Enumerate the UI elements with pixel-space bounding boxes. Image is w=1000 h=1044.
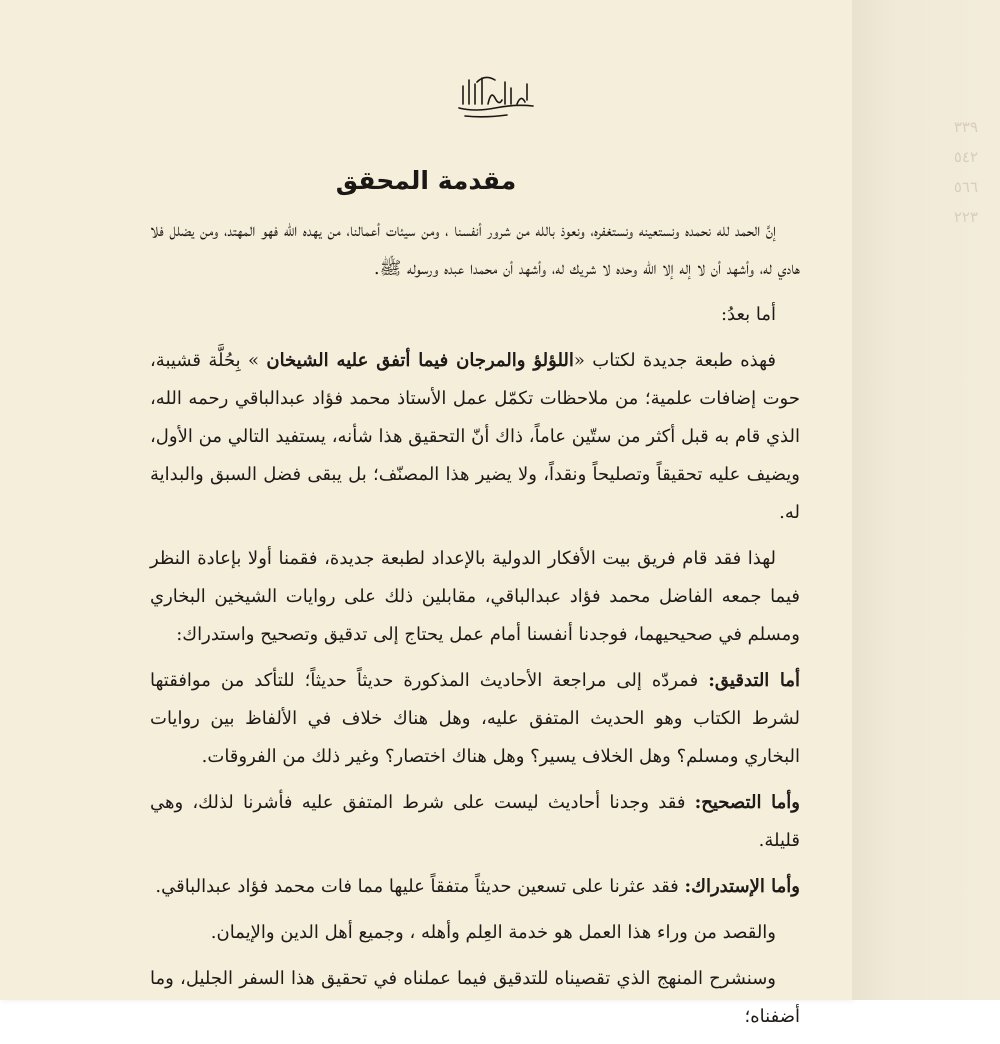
- paragraph-new-edition: [150, 342, 800, 532]
- text-segment: فقد وجدنا أحاديث ليست على شرط المتفق عليه فأشرنا لذلك، وهي قليلة.: [150, 792, 800, 851]
- paragraph-addition: [150, 868, 800, 906]
- page-title: مقدمة المحقق: [335, 166, 517, 195]
- paragraph-correction: [150, 784, 800, 860]
- document-body: [150, 212, 800, 1044]
- bleed-through-text: ٥٤٢: [953, 148, 978, 166]
- book-title: اللؤلؤ والمرجان فيما أتفق عليه الشيخان: [266, 350, 574, 371]
- paragraph-purpose: والقصد من وراء هذا العمل هو خدمة العِلم وأهله ، وجميع أهل الدين والإيمان.: [210, 922, 776, 943]
- bleed-through-text: ٥٦٦: [953, 178, 978, 196]
- addition-label: وأما الإستدراك:: [684, 876, 800, 897]
- adjacent-page-edge: [852, 0, 1000, 1000]
- text-segment: » بِحُلَّة قشيبة، حوت إضافات علمية؛ من ملاحظات تكمّل عمل الأستاذ محمد فؤاد عبدالباقي رحمه الله، الذي قام به قبل أكثر من ستّين عاماً، ذاك أنّ التحقيق هذا شأنه، يستفيد التالي من الأول، ويضيف عليه تحقيقاً وتصليحاً ونقداً، ولا يضير هذا المصنّف؛ بل يبقى فضل السبق والبداية له.: [150, 350, 800, 523]
- text-segment: فهذه طبعة جديدة لكتاب «: [573, 350, 777, 371]
- verification-label: أما التدقيق:: [708, 670, 800, 691]
- bleed-through-text: ٣٣٩: [953, 118, 978, 136]
- text-segment: فقد عثرنا على تسعين حديثاً متفقاً عليها مما فات محمد فؤاد عبدالباقي.: [155, 876, 685, 897]
- paragraph-team-work: لهذا فقد قام فريق بيت الأفكار الدولية بالإعداد لطبعة جديدة، فقمنا أولا بإعادة النظر فيما جمعه الفاضل محمد فؤاد عبدالباقي، مقابلين ذلك على روايات الشيخين البخاري ومسلم في صحيحيهما، فوجدنا أنفسنا أمام عمل يحتاج إلى تدقيق وتصحيح واستدراك:: [150, 548, 800, 645]
- paragraph-opening-praise: إنَّ الحمد لله نحمده ونستعينه ونستغفره، ونعوذ بالله من شرور أنفسنا ، ومن سيئات أعمالنا، من يهده الله فهو المهتد، ومن يضلل فلا هادي له، وأشهد أن لا إله إلا الله وحده لا شريك له، وأشهد أن محمدا عبده ورسوله ﷺ.: [150, 220, 800, 279]
- paragraph-amma-baad: أما بعدُ:: [720, 304, 776, 325]
- correction-label: وأما التصحيح:: [694, 792, 800, 813]
- paragraph-methodology: وسنشرح المنهج الذي تقصيناه للتدقيق فيما عملناه في تحقيق هذا السفر الجليل، وما أضفناه؛: [150, 968, 800, 1027]
- bleed-through-text: ٢٢٣: [953, 208, 978, 226]
- basmala-calligraphy-icon: [455, 70, 537, 120]
- paragraph-verification: [150, 662, 800, 776]
- text-segment: فمردّه إلى مراجعة الأحاديث المذكورة حديثاً حديثاً؛ للتأكد من موافقتها لشرط الكتاب وهو الحديث المتفق عليه، وهل هناك خلاف في الألفاظ بين روايات البخاري ومسلم؟ وهل الخلاف يسير؟ وهل هناك اختصار؟ وغير ذلك من الفروقات.: [150, 670, 800, 767]
